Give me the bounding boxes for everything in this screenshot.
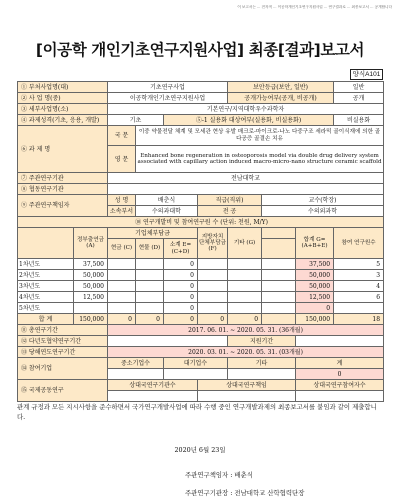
budget-gov: 50,000: [74, 281, 108, 292]
international-research-label: ⑮ 국제공동연구: [18, 380, 108, 402]
budget-total-subtotal: 0: [164, 314, 198, 325]
budget-total: 50,000: [296, 281, 334, 292]
participating-companies-label: ⑭ 참여기업: [18, 358, 108, 380]
korean-title-value: 이중 약물전달 체계 및 모세관 현상 유발 매크로-마이크로-나노 다중구조 세라믹 골이식재에 의한 골다공증 골결손 치유: [136, 126, 384, 146]
budget-empty: [262, 270, 296, 281]
pi-title-label: 직급(직위): [198, 195, 262, 206]
pi-dept-value: 수의과대학: [136, 206, 198, 217]
budget-inkind: [136, 281, 164, 292]
budget-subtotal: 0: [164, 259, 198, 270]
large-company-count-label: 대기업수: [164, 358, 228, 369]
budget-local: [198, 270, 228, 281]
budget-cash-header: 현금 (C): [108, 239, 136, 259]
budget-private-header: 기업체부담금: [108, 228, 198, 239]
budget-year: 5차년도: [18, 303, 74, 314]
disclosure-value: 공개: [334, 93, 384, 104]
budget-total: 12,500: [296, 292, 334, 303]
pi-name-label: 성 명: [108, 195, 136, 206]
budget-subtotal: 0: [164, 281, 198, 292]
multiyear-label: ⑫ 다년도협약연구기간: [18, 336, 108, 347]
korean-title-label: 국 문: [108, 126, 136, 146]
program-name-value: 이공학개인기초연구지원사업: [108, 93, 228, 104]
report-form-table: [17, 81, 384, 402]
budget-total-cash: 0: [108, 314, 136, 325]
multiyear-value: [108, 336, 228, 347]
host-institution-label: ⑦ 주관연구기관: [18, 173, 108, 184]
submission-statement: 관계 규정과 모든 지시사항을 준수하면서 국가연구개발사업에 따라 수행 중인 연구개발과제의 최종보고서를 붙임과 같이 제출합니다.: [17, 403, 377, 421]
intl-partner-institutions-label: 상대국연구기관수: [108, 380, 198, 391]
budget-local: [198, 292, 228, 303]
budget-other: [228, 270, 262, 281]
budget-other: [228, 259, 262, 270]
budget-staff: 5: [334, 259, 384, 270]
other-company-label: 기타: [228, 358, 296, 369]
institution-head-signature: 주관연구기관장 : 전남대학교 산학협력단장: [185, 489, 305, 497]
budget-spacer: [262, 228, 296, 239]
budget-gov: [74, 303, 108, 314]
budget-gov: 50,000: [74, 270, 108, 281]
budget-row: [18, 259, 384, 270]
total-period-value: 2017. 06. 01. ~ 2020. 05. 31. (36개월): [108, 325, 384, 336]
budget-inkind: [136, 303, 164, 314]
budget-inkind: [136, 270, 164, 281]
ministry-program-label: ① 부처사업명(대): [18, 82, 108, 93]
sub-program-label: ③ 세부사업명(소): [18, 104, 108, 115]
budget-subtotal: 0: [164, 303, 198, 314]
form-code-badge: 양식A101: [350, 69, 383, 80]
budget-empty: [262, 259, 296, 270]
budget-total-header: 합계 G=(A+B+E): [296, 228, 334, 259]
budget-total-staff: 18: [334, 314, 384, 325]
budget-total: 50,000: [296, 270, 334, 281]
pi-major-value: 수의외과학: [262, 206, 384, 217]
budget-other: [228, 292, 262, 303]
large-company-count-value: [164, 369, 228, 380]
budget-total-other: 0: [228, 314, 262, 325]
project-type-value: 기초: [108, 115, 164, 126]
project-title-label: ⑥ 과 제 명: [18, 126, 108, 173]
budget-year: 4차년도: [18, 292, 74, 303]
budget-local: [198, 303, 228, 314]
support-period-label: 지원기간: [228, 336, 296, 347]
submission-date: 2020년 6월 23일: [174, 446, 226, 454]
budget-gov: 37,500: [74, 259, 108, 270]
budget-gov: 12,500: [74, 292, 108, 303]
budget-row: [18, 292, 384, 303]
security-level-value: 일반: [334, 82, 384, 93]
intl-partner-institutions-value: [108, 391, 198, 402]
budget-total-sum: 150,000: [296, 314, 334, 325]
budget-empty: [262, 281, 296, 292]
budget-year: 3차년도: [18, 281, 74, 292]
ministry-program-value: 기초연구사업: [108, 82, 228, 93]
project-type-label: ④ 과제성격(기초, 응용, 개발): [18, 115, 108, 126]
budget-period-header: [18, 228, 74, 259]
cooperating-institution-value: [108, 184, 384, 195]
budget-staff: [334, 303, 384, 314]
disclosure-notice: 이 보고서는 ... 전자적 ... 이공학개인기초연구지원사업 ... 연구결과로 ... 최종보고서 ... 공개합니다: [237, 5, 392, 9]
intl-partner-lead-value: [198, 391, 296, 402]
pi-name-value: 배춘식: [136, 195, 198, 206]
intl-partner-participants-value: [296, 391, 384, 402]
program-name-label: ② 사 업 명(중): [18, 93, 108, 104]
budget-other: [228, 303, 262, 314]
budget-cash: [108, 292, 136, 303]
investigator-signature: 주관연구책임자 : 배춘식: [185, 471, 253, 479]
budget-local: [198, 259, 228, 270]
support-period-value: [296, 336, 384, 347]
budget-empty: [262, 303, 296, 314]
budget-total-row: [18, 314, 384, 325]
english-title-value: Enhanced bone regeneration in osteoporosis model via double drug delivery system associated with capillary action induced macro-micro-nano structure ceramic scaffold: [136, 146, 384, 173]
english-title-label: 영 문: [108, 146, 136, 173]
sub-program-value: 기본연구/지역대학우수과학자: [108, 104, 384, 115]
budget-inkind-header: 현물 (D): [136, 239, 164, 259]
current-year-period-label: ⑬ 당해연도연구기간: [18, 347, 108, 358]
budget-cash: [108, 281, 136, 292]
budget-staff: 4: [334, 281, 384, 292]
budget-cash: [108, 270, 136, 281]
budget-gov-header: 정부출연금 (A): [74, 228, 108, 259]
budget-total-local: 0: [198, 314, 228, 325]
pi-dept-label: 소속부서: [108, 206, 136, 217]
budget-row: [18, 303, 384, 314]
budget-subtotal: 0: [164, 270, 198, 281]
budget-row: [18, 281, 384, 292]
commercialization-label: ⑤-1 실용화 대상여부(실용화, 비실용화): [164, 115, 334, 126]
disclosure-label: 공개가능여부(공개, 비공개): [228, 93, 334, 104]
budget-staff: 3: [334, 270, 384, 281]
budget-staff-header: 참여 연구원수: [334, 228, 384, 259]
sme-count-label: 중소기업수: [108, 358, 164, 369]
budget-local: [198, 281, 228, 292]
budget-row: [18, 270, 384, 281]
budget-empty: [262, 292, 296, 303]
principal-investigator-label: ⑨ 주관연구책임자: [18, 195, 108, 217]
budget-subtotal: 0: [164, 292, 198, 303]
budget-total: 0: [296, 303, 334, 314]
intl-partner-participants-label: 상대국연구참여자수: [296, 380, 384, 391]
other-company-value: [228, 369, 296, 380]
pi-major-label: 전 공: [198, 206, 262, 217]
budget-other-header: 기타 (G): [228, 228, 262, 259]
budget-inkind: [136, 292, 164, 303]
sme-count-value: [108, 369, 164, 380]
current-year-period-value: 2020. 03. 01. ~ 2020. 05. 31. (03개월): [108, 347, 384, 358]
budget-staff: 6: [334, 292, 384, 303]
budget-cash: [108, 303, 136, 314]
budget-total-inkind: 0: [136, 314, 164, 325]
company-sum-value: 0: [296, 369, 384, 380]
budget-inkind: [136, 259, 164, 270]
commercialization-value: 비실용화: [334, 115, 384, 126]
total-period-label: ⑪ 총연구기간: [18, 325, 108, 336]
intl-partner-lead-label: 상대국연구책임: [198, 380, 296, 391]
budget-year: 1차년도: [18, 259, 74, 270]
budget-total-label: 합 계: [18, 314, 74, 325]
company-sum-label: 계: [296, 358, 384, 369]
budget-subtotal-header: 소계 E=(C+D): [164, 239, 198, 259]
host-institution-value: 전남대학교: [108, 173, 384, 184]
budget-total-gov: 150,000: [74, 314, 108, 325]
budget-total: 37,500: [296, 259, 334, 270]
budget-local-header: 지방자치 단체부담금 (F): [198, 228, 228, 259]
budget-cash: [108, 259, 136, 270]
budget-spacer-2: [262, 239, 296, 259]
cooperating-institution-label: ⑧ 협동연구기관: [18, 184, 108, 195]
budget-year: 2차년도: [18, 270, 74, 281]
budget-section-label: ⑩ 연구개발비 및 참여연구원 수 (단위: 천원, M/Y): [18, 217, 384, 228]
budget-total-empty: [262, 314, 296, 325]
security-level-label: 보안등급(보안, 일반): [228, 82, 334, 93]
budget-other: [228, 281, 262, 292]
report-title: [이공학 개인기초연구지원사업] 최종[결과]보고서: [35, 41, 365, 59]
pi-title-value: 교수(학장): [262, 195, 384, 206]
